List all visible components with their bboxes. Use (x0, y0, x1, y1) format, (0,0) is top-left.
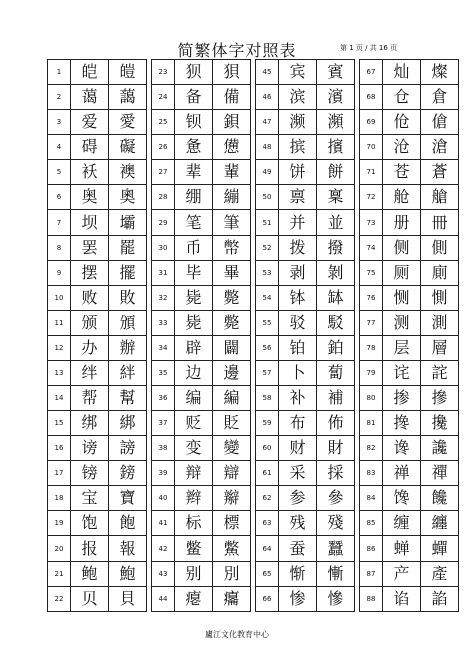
entry-number: 86 (360, 536, 383, 561)
traditional-char: 缽 (317, 285, 355, 310)
simplified-char: 毙 (175, 310, 213, 335)
entry-number: 85 (360, 511, 383, 536)
table-row (48, 135, 459, 160)
traditional-char: 綁 (109, 411, 147, 436)
traditional-char: 蟬 (421, 536, 459, 561)
entry-number: 21 (48, 561, 71, 586)
traditional-char: 倉 (421, 85, 459, 110)
entry-number: 32 (152, 285, 175, 310)
simplified-char: 谄 (383, 586, 421, 611)
entry-number: 51 (256, 210, 279, 235)
simplified-char: 残 (279, 511, 317, 536)
traditional-char: 廁 (421, 260, 459, 285)
entry-number: 77 (360, 310, 383, 335)
entry-number: 76 (360, 285, 383, 310)
traditional-char: 鮑 (109, 561, 147, 586)
simplified-char: 蔼 (71, 85, 109, 110)
traditional-char: 襖 (109, 160, 147, 185)
traditional-char: 貶 (213, 411, 251, 436)
traditional-char: 斃 (213, 285, 251, 310)
simplified-char: 奥 (71, 185, 109, 210)
traditional-char: 駁 (317, 310, 355, 335)
table-row (48, 586, 459, 611)
table-row (48, 210, 459, 235)
traditional-char: 鎊 (109, 461, 147, 486)
entry-number: 16 (48, 436, 71, 461)
traditional-char: 蒼 (421, 160, 459, 185)
entry-number: 58 (256, 386, 279, 411)
simplified-char: 铂 (279, 335, 317, 360)
traditional-char: 辯 (213, 461, 251, 486)
entry-number: 48 (256, 135, 279, 160)
traditional-char: 饞 (421, 486, 459, 511)
traditional-char: 飽 (109, 511, 147, 536)
traditional-char: 備 (213, 85, 251, 110)
table-row (48, 411, 459, 436)
entry-number: 80 (360, 386, 383, 411)
traditional-char: 慘 (317, 586, 355, 611)
traditional-char: 奧 (109, 185, 147, 210)
traditional-char: 輩 (213, 160, 251, 185)
entry-number: 79 (360, 360, 383, 385)
simplified-char: 濒 (279, 110, 317, 135)
entry-number: 10 (48, 285, 71, 310)
simplified-char: 辫 (175, 486, 213, 511)
entry-number: 12 (48, 335, 71, 360)
simplified-char: 皑 (71, 60, 109, 85)
simplified-char: 钡 (175, 110, 213, 135)
traditional-char: 寶 (109, 486, 147, 511)
traditional-char: 產 (421, 561, 459, 586)
traditional-char: 闢 (213, 335, 251, 360)
simplified-char: 恻 (383, 285, 421, 310)
simplified-char: 辈 (175, 160, 213, 185)
traditional-char: 頒 (109, 310, 147, 335)
simplified-char: 颁 (71, 310, 109, 335)
simplified-char: 谗 (383, 436, 421, 461)
entry-number: 59 (256, 411, 279, 436)
entry-number: 87 (360, 561, 383, 586)
simplified-char: 缠 (383, 511, 421, 536)
simplified-char: 碍 (71, 135, 109, 160)
traditional-char: 畢 (213, 260, 251, 285)
entry-number: 26 (152, 135, 175, 160)
traditional-char: 別 (213, 561, 251, 586)
traditional-char: 燦 (421, 60, 459, 85)
entry-number: 71 (360, 160, 383, 185)
simplified-char: 册 (383, 210, 421, 235)
simplified-char: 办 (71, 335, 109, 360)
traditional-char: 擯 (317, 135, 355, 160)
entry-number: 46 (256, 85, 279, 110)
table-row (48, 536, 459, 561)
table-row (48, 335, 459, 360)
simplified-char: 帮 (71, 386, 109, 411)
entry-number: 28 (152, 185, 175, 210)
traditional-char: 幣 (213, 235, 251, 260)
simplified-char: 标 (175, 511, 213, 536)
entry-number: 6 (48, 185, 71, 210)
entry-number: 60 (256, 436, 279, 461)
traditional-char: 愛 (109, 110, 147, 135)
entry-number: 75 (360, 260, 383, 285)
entry-number: 64 (256, 536, 279, 561)
entry-number: 53 (256, 260, 279, 285)
entry-number: 22 (48, 586, 71, 611)
entry-number: 24 (152, 85, 175, 110)
entry-number: 62 (256, 486, 279, 511)
traditional-char: 稟 (317, 185, 355, 210)
entry-number: 11 (48, 310, 71, 335)
entry-number: 50 (256, 185, 279, 210)
traditional-char: 擺 (109, 260, 147, 285)
traditional-char: 蠶 (317, 536, 355, 561)
traditional-char: 壩 (109, 210, 147, 235)
traditional-char: 詫 (421, 360, 459, 385)
simplified-char: 蚕 (279, 536, 317, 561)
simplified-char: 侧 (383, 235, 421, 260)
traditional-char: 辦 (109, 335, 147, 360)
traditional-char: 禪 (421, 461, 459, 486)
traditional-char: 貝 (109, 586, 147, 611)
table-row (48, 386, 459, 411)
simplified-char: 并 (279, 210, 317, 235)
entry-number: 82 (360, 436, 383, 461)
simplified-char: 补 (279, 386, 317, 411)
footer-text: 廬江文化教育中心 (205, 630, 269, 639)
character-table (47, 59, 459, 612)
entry-number: 66 (256, 586, 279, 611)
simplified-char: 沧 (383, 135, 421, 160)
entry-number: 69 (360, 110, 383, 135)
simplified-char: 败 (71, 285, 109, 310)
simplified-char: 罢 (71, 235, 109, 260)
entry-number: 25 (152, 110, 175, 135)
traditional-char: 摻 (421, 386, 459, 411)
traditional-char: 並 (317, 210, 355, 235)
simplified-char: 别 (175, 561, 213, 586)
simplified-char: 驳 (279, 310, 317, 335)
entry-number: 27 (152, 160, 175, 185)
traditional-char: 濱 (317, 85, 355, 110)
traditional-char: 滄 (421, 135, 459, 160)
simplified-char: 卜 (279, 360, 317, 385)
simplified-char: 爱 (71, 110, 109, 135)
traditional-char: 纏 (421, 511, 459, 536)
traditional-char: 繃 (213, 185, 251, 210)
entry-number: 18 (48, 486, 71, 511)
simplified-char: 绑 (71, 411, 109, 436)
entry-number: 68 (360, 85, 383, 110)
simplified-char: 伧 (383, 110, 421, 135)
entry-number: 52 (256, 235, 279, 260)
simplified-char: 馋 (383, 486, 421, 511)
traditional-char: 鋇 (213, 110, 251, 135)
entry-number: 13 (48, 360, 71, 385)
simplified-char: 禀 (279, 185, 317, 210)
traditional-char: 絆 (109, 360, 147, 385)
entry-number: 70 (360, 135, 383, 160)
entry-number: 3 (48, 110, 71, 135)
simplified-char: 蝉 (383, 536, 421, 561)
entry-number: 65 (256, 561, 279, 586)
table-row (48, 360, 459, 385)
page-number: 第 1 页 / 共 16 页 (340, 44, 398, 52)
traditional-char: 層 (421, 335, 459, 360)
simplified-char: 饱 (71, 511, 109, 536)
traditional-char: 筆 (213, 210, 251, 235)
entry-number: 47 (256, 110, 279, 135)
traditional-char: 罷 (109, 235, 147, 260)
traditional-char: 變 (213, 436, 251, 461)
simplified-char: 参 (279, 486, 317, 511)
entry-number: 31 (152, 260, 175, 285)
simplified-char: 摈 (279, 135, 317, 160)
entry-number: 83 (360, 461, 383, 486)
simplified-char: 财 (279, 436, 317, 461)
traditional-char: 賓 (317, 60, 355, 85)
simplified-char: 绷 (175, 185, 213, 210)
entry-number: 8 (48, 235, 71, 260)
traditional-char: 餅 (317, 160, 355, 185)
simplified-char: 鲍 (71, 561, 109, 586)
entry-number: 49 (256, 160, 279, 185)
simplified-char: 惫 (175, 135, 213, 160)
traditional-char: 惻 (421, 285, 459, 310)
table-row (48, 436, 459, 461)
traditional-char: 瀕 (317, 110, 355, 135)
traditional-char: 側 (421, 235, 459, 260)
simplified-char: 灿 (383, 60, 421, 85)
traditional-char: 藹 (109, 85, 147, 110)
simplified-char: 剥 (279, 260, 317, 285)
traditional-char: 參 (317, 486, 355, 511)
table-row (48, 110, 459, 135)
entry-number: 81 (360, 411, 383, 436)
simplified-char: 钵 (279, 285, 317, 310)
entry-number: 43 (152, 561, 175, 586)
table-row (48, 260, 459, 285)
traditional-char: 敗 (109, 285, 147, 310)
simplified-char: 层 (383, 335, 421, 360)
simplified-char: 贬 (175, 411, 213, 436)
simplified-char: 宾 (279, 60, 317, 85)
entry-number: 14 (48, 386, 71, 411)
traditional-char: 補 (317, 386, 355, 411)
entry-number: 15 (48, 411, 71, 436)
entry-number: 67 (360, 60, 383, 85)
table-row (48, 310, 459, 335)
entry-number: 57 (256, 360, 279, 385)
simplified-char: 坝 (71, 210, 109, 235)
traditional-char: 冊 (421, 210, 459, 235)
entry-number: 55 (256, 310, 279, 335)
table-row (48, 160, 459, 185)
traditional-char: 傖 (421, 110, 459, 135)
simplified-char: 搀 (383, 411, 421, 436)
simplified-char: 狈 (175, 60, 213, 85)
simplified-char: 禅 (383, 461, 421, 486)
simplified-char: 毕 (175, 260, 213, 285)
entry-number: 54 (256, 285, 279, 310)
simplified-char: 产 (383, 561, 421, 586)
entry-number: 5 (48, 160, 71, 185)
entry-number: 34 (152, 335, 175, 360)
entry-number: 30 (152, 235, 175, 260)
traditional-char: 邊 (213, 360, 251, 385)
simplified-char: 贝 (71, 586, 109, 611)
simplified-char: 辩 (175, 461, 213, 486)
entry-number: 33 (152, 310, 175, 335)
simplified-char: 边 (175, 360, 213, 385)
entry-number: 78 (360, 335, 383, 360)
traditional-char: 報 (109, 536, 147, 561)
traditional-char: 辮 (213, 486, 251, 511)
simplified-char: 袄 (71, 160, 109, 185)
simplified-char: 镑 (71, 461, 109, 486)
entry-number: 74 (360, 235, 383, 260)
traditional-char: 諂 (421, 586, 459, 611)
table-row (48, 511, 459, 536)
traditional-char: 鉑 (317, 335, 355, 360)
entry-number: 29 (152, 210, 175, 235)
simplified-char: 备 (175, 85, 213, 110)
traditional-char: 編 (213, 386, 251, 411)
page-title: 简繁体字对照表 (177, 41, 297, 60)
entry-number: 35 (152, 360, 175, 385)
traditional-char: 讒 (421, 436, 459, 461)
table-row (48, 235, 459, 260)
table-row (48, 85, 459, 110)
traditional-char: 憊 (213, 135, 251, 160)
traditional-char: 幫 (109, 386, 147, 411)
simplified-char: 惭 (279, 561, 317, 586)
traditional-char: 謗 (109, 436, 147, 461)
traditional-char: 剝 (317, 260, 355, 285)
simplified-char: 鳖 (175, 536, 213, 561)
table-body (48, 60, 459, 612)
simplified-char: 宝 (71, 486, 109, 511)
simplified-char: 仓 (383, 85, 421, 110)
simplified-char: 诧 (383, 360, 421, 385)
simplified-char: 摆 (71, 260, 109, 285)
traditional-char: 標 (213, 511, 251, 536)
traditional-char: 採 (317, 461, 355, 486)
entry-number: 40 (152, 486, 175, 511)
entry-number: 84 (360, 486, 383, 511)
table-row (48, 285, 459, 310)
traditional-char: 癟 (213, 586, 251, 611)
entry-number: 72 (360, 185, 383, 210)
traditional-char: 財 (317, 436, 355, 461)
traditional-char: 狽 (213, 60, 251, 85)
traditional-char: 撥 (317, 235, 355, 260)
entry-number: 45 (256, 60, 279, 85)
entry-number: 44 (152, 586, 175, 611)
simplified-char: 苍 (383, 160, 421, 185)
entry-number: 19 (48, 511, 71, 536)
entry-number: 61 (256, 461, 279, 486)
entry-number: 42 (152, 536, 175, 561)
simplified-char: 布 (279, 411, 317, 436)
simplified-char: 饼 (279, 160, 317, 185)
simplified-char: 惨 (279, 586, 317, 611)
entry-number: 63 (256, 511, 279, 536)
table-row (48, 60, 459, 85)
entry-number: 38 (152, 436, 175, 461)
traditional-char: 攙 (421, 411, 459, 436)
simplified-char: 测 (383, 310, 421, 335)
simplified-char: 瘪 (175, 586, 213, 611)
simplified-char: 辟 (175, 335, 213, 360)
simplified-char: 舱 (383, 185, 421, 210)
entry-number: 7 (48, 210, 71, 235)
simplified-char: 编 (175, 386, 213, 411)
traditional-char: 佈 (317, 411, 355, 436)
simplified-char: 采 (279, 461, 317, 486)
entry-number: 56 (256, 335, 279, 360)
table-row (48, 486, 459, 511)
simplified-char: 滨 (279, 85, 317, 110)
table-row (48, 561, 459, 586)
entry-number: 73 (360, 210, 383, 235)
traditional-char: 礙 (109, 135, 147, 160)
traditional-char: 殘 (317, 511, 355, 536)
simplified-char: 绊 (71, 360, 109, 385)
entry-number: 17 (48, 461, 71, 486)
traditional-char: 蔔 (317, 360, 355, 385)
entry-number: 2 (48, 85, 71, 110)
traditional-char: 斃 (213, 310, 251, 335)
simplified-char: 谤 (71, 436, 109, 461)
traditional-char: 鱉 (213, 536, 251, 561)
traditional-char: 艙 (421, 185, 459, 210)
traditional-char: 測 (421, 310, 459, 335)
simplified-char: 报 (71, 536, 109, 561)
entry-number: 20 (48, 536, 71, 561)
entry-number: 1 (48, 60, 71, 85)
simplified-char: 变 (175, 436, 213, 461)
traditional-char: 皚 (109, 60, 147, 85)
entry-number: 23 (152, 60, 175, 85)
simplified-char: 毙 (175, 285, 213, 310)
table-row (48, 185, 459, 210)
entry-number: 4 (48, 135, 71, 160)
entry-number: 36 (152, 386, 175, 411)
entry-number: 41 (152, 511, 175, 536)
entry-number: 37 (152, 411, 175, 436)
table-row (48, 461, 459, 486)
entry-number: 39 (152, 461, 175, 486)
simplified-char: 笔 (175, 210, 213, 235)
traditional-char: 慚 (317, 561, 355, 586)
simplified-char: 拨 (279, 235, 317, 260)
simplified-char: 币 (175, 235, 213, 260)
simplified-char: 厕 (383, 260, 421, 285)
entry-number: 88 (360, 586, 383, 611)
simplified-char: 掺 (383, 386, 421, 411)
entry-number: 9 (48, 260, 71, 285)
